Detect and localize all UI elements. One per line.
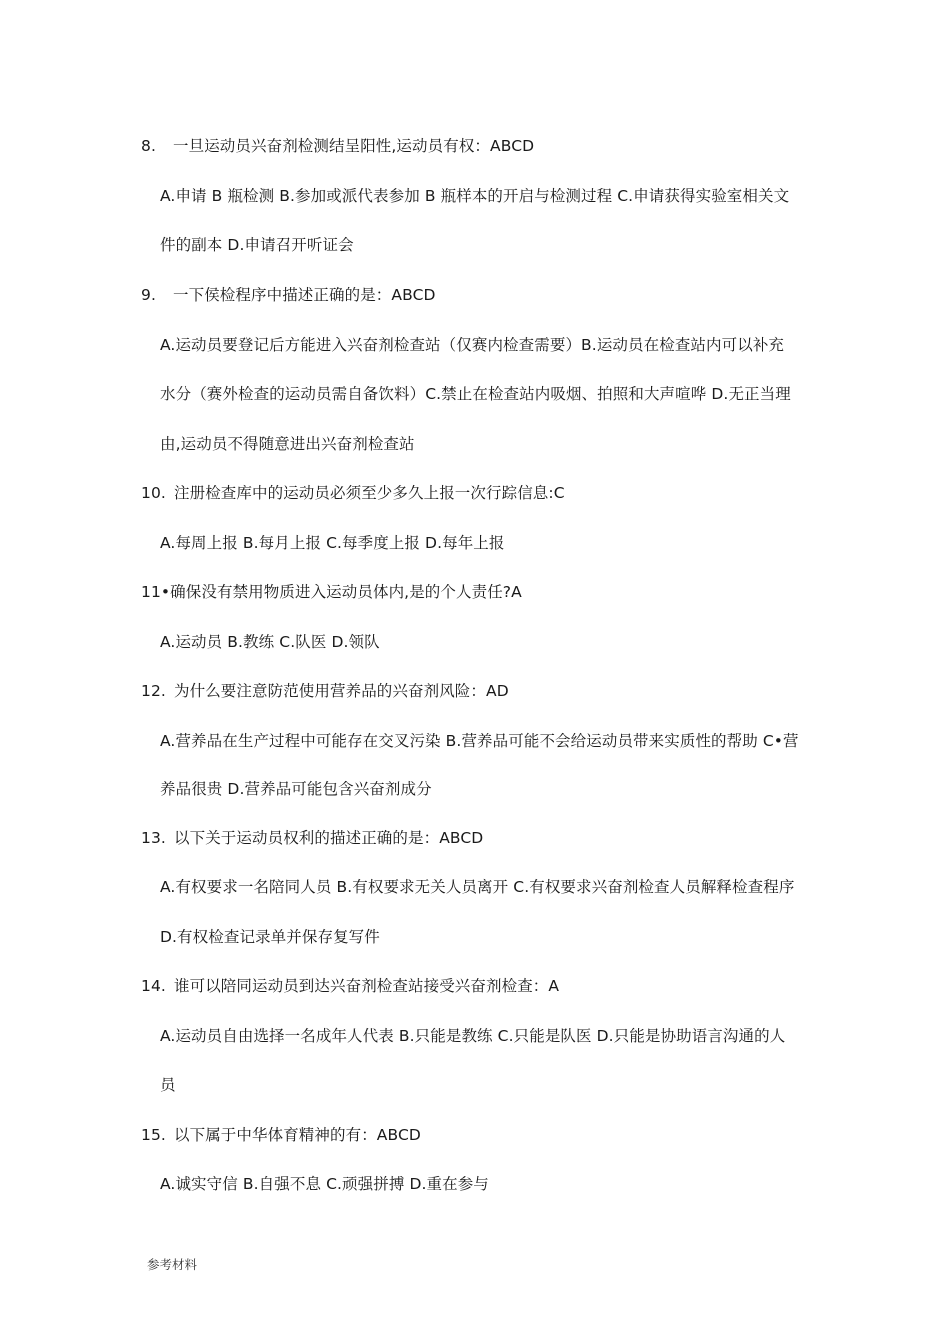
option-line: D.有权检查记录单并保存复写件: [160, 928, 380, 946]
option-line: A.诚实守信 B.自强不息 C.顽强拼搏 D.重在参与: [160, 1175, 489, 1193]
question-number: 12.: [141, 682, 166, 700]
option-line: A.运动员要登记后方能进入兴奋剂检查站（仅赛内检查需要）B.运动员在检查站内可以补充: [160, 336, 785, 354]
option-line: 养品很贵 D.营养品可能包含兴奋剂成分: [160, 780, 432, 798]
question-12: [141, 681, 509, 701]
option-line: A.申请 B 瓶检测 B.参加或派代表参加 B 瓶样本的开启与检测过程 C.申请获得实验室相关文: [160, 187, 790, 205]
option-line: 员: [160, 1076, 176, 1094]
option-line: A.运动员 B.教练 C.队医 D.领队: [160, 633, 380, 651]
option-line: 水分（赛外检查的运动员需自备饮料）C.禁止在检查站内吸烟、拍照和大声喧哗 D.无正当理: [160, 385, 791, 403]
page-footer: 参考材料: [147, 1257, 198, 1272]
option-line: 由,运动员不得随意进出兴奋剂检查站: [160, 435, 415, 453]
question-text: 一旦运动员兴奋剂检测结呈阳性,运动员有权：ABCD: [173, 137, 535, 155]
question-text: 为什么要注意防范使用营养品的兴奋剂风险：AD: [174, 682, 509, 700]
question-number: 9.: [141, 286, 156, 304]
question-15: [141, 1125, 421, 1145]
question-text: 以下属于中华体育精神的有：ABCD: [174, 1126, 421, 1144]
question-number: 14.: [141, 977, 166, 995]
option-line: A.有权要求一名陪同人员 B.有权要求无关人员离开 C.有权要求兴奋剂检查人员解释检查程序: [160, 878, 795, 896]
option-line: A.运动员自由选择一名成年人代表 B.只能是教练 C.只能是队医 D.只能是协助语言沟通的人: [160, 1027, 786, 1045]
question-text: 谁可以陪同运动员到达兴奋剂检查站接受兴奋剂检查：A: [174, 977, 560, 995]
question-number: 8.: [141, 137, 156, 155]
option-line: A.营养品在生产过程中可能存在交叉污染 B.营养品可能不会给运动员带来实质性的帮助 C•营: [160, 732, 799, 750]
question-text: 一下侯检程序中描述正确的是：ABCD: [173, 286, 436, 304]
option-line: A.每周上报 B.每月上报 C.每季度上报 D.每年上报: [160, 534, 505, 552]
question-14: [141, 976, 559, 996]
question-number: 10.: [141, 484, 166, 502]
question-number: 11•: [141, 583, 171, 601]
question-text: 以下关于运动员权利的描述正确的是：ABCD: [174, 829, 484, 847]
question-10: [141, 483, 565, 503]
question-number: 13.: [141, 829, 166, 847]
question-8: [141, 136, 534, 156]
question-text: 注册检查库中的运动员必须至少多久上报一次行踪信息:C: [174, 484, 565, 502]
question-9: [141, 285, 436, 305]
question-11: [141, 582, 522, 602]
option-line: 件的副本 D.申请召开听证会: [160, 236, 354, 254]
question-text: 确保没有禁用物质进入运动员体内,是的个人责任?A: [170, 583, 522, 601]
question-number: 15.: [141, 1126, 166, 1144]
question-13: [141, 828, 483, 848]
